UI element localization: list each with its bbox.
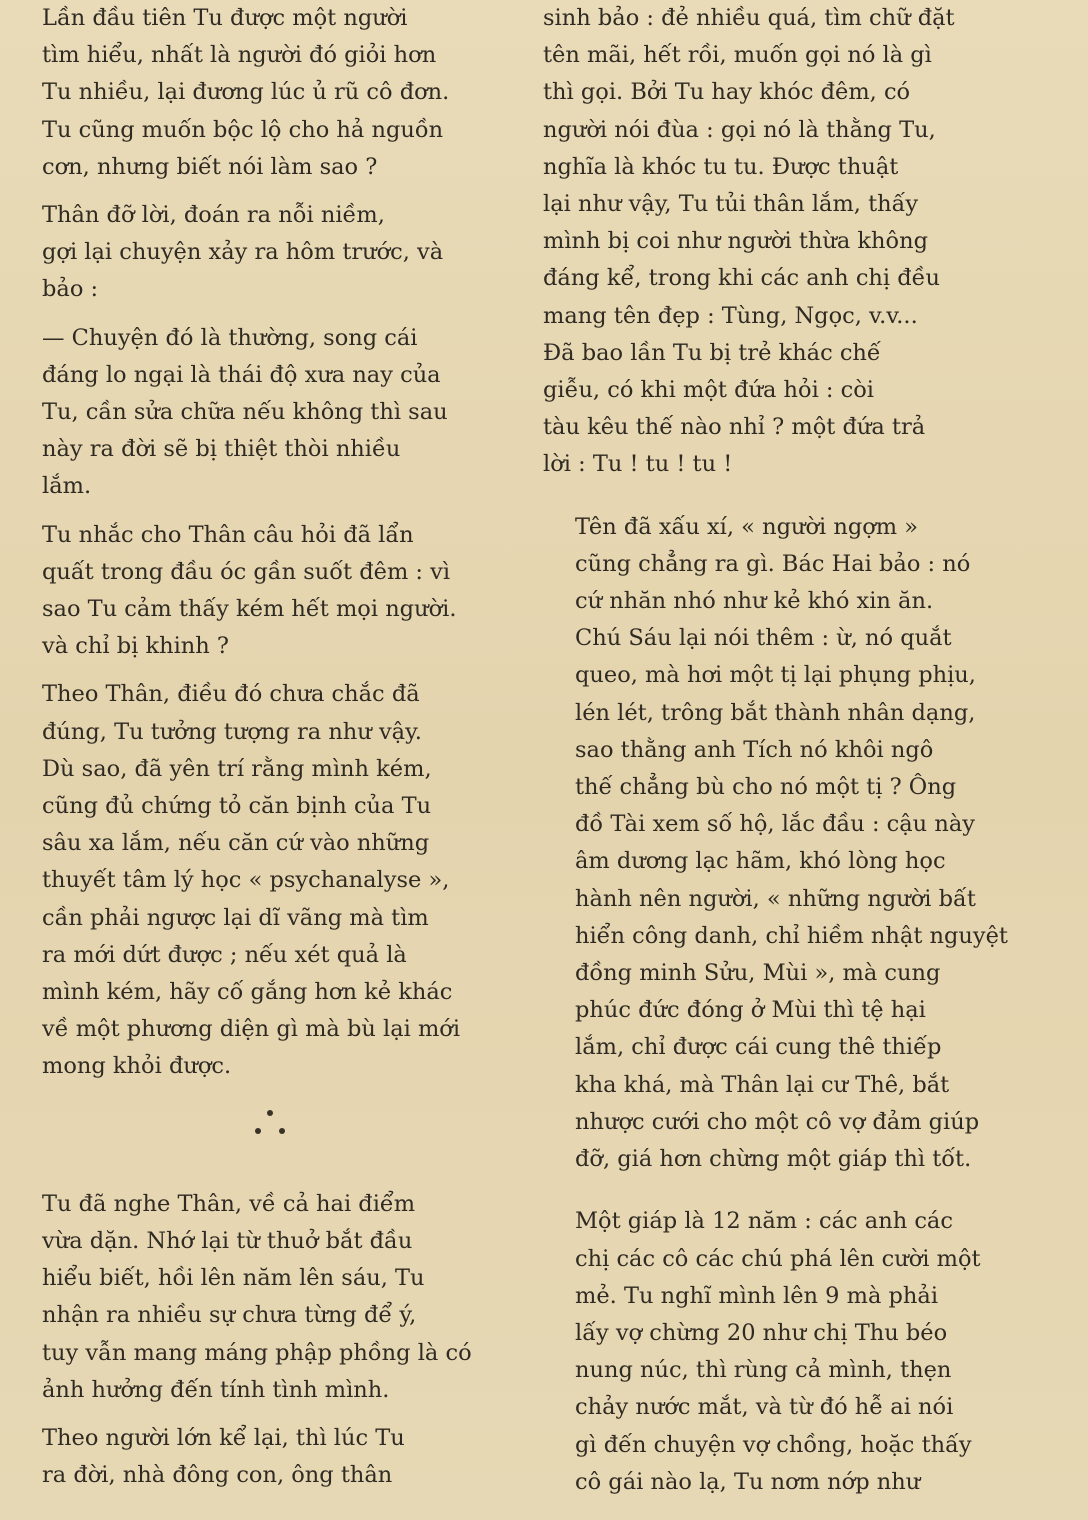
text-line: Theo Thân, điều đó chưa chắc đã	[42, 681, 420, 708]
text-line: quất trong đầu óc gần suốt đêm : vì	[42, 558, 451, 585]
text-line: Một giáp là 12 năm : các anh các	[575, 1208, 953, 1235]
text-line: tên mãi, hết rồi, muốn gọi nó là gì	[543, 42, 932, 69]
text-line: gì đến chuyện vợ chồng, hoặc thấy	[575, 1431, 972, 1458]
text-line: Tu, cần sửa chữa nếu không thì sau	[42, 399, 448, 426]
text-line: — Chuyện đó là thường, song cái	[42, 324, 418, 351]
paragraph	[10, 1420, 508, 1494]
text-line: và chỉ bị khinh ?	[42, 633, 229, 660]
text-line: cũng đủ chứng tỏ căn bịnh của Tu	[42, 793, 432, 820]
text-line: Tu cũng muốn bộc lộ cho hả nguồn	[42, 116, 444, 143]
text-line: mình bị coi như người thừa không	[543, 228, 928, 255]
text-line: về một phương diện gì mà bù lại mới	[42, 1016, 461, 1043]
text-line: chảy nước mắt, và từ đó hễ ai nói	[575, 1394, 954, 1421]
left-text-column	[10, 0, 508, 1494]
text-line: đáng kể, trong khi các anh chị đều	[543, 265, 941, 292]
text-line: vừa dặn. Nhớ lại từ thuở bắt đầu	[42, 1227, 413, 1254]
asterism-dot	[267, 1110, 273, 1116]
text-line: đỡ, giá hơn chừng một giáp thì tốt.	[575, 1146, 972, 1173]
text-line: nghĩa là khóc tu tu. Được thuật	[543, 153, 899, 180]
text-line: queo, mà hơi một tị lại phụng phịu,	[575, 662, 976, 689]
text-line: cũng chẳng ra gì. Bác Hai bảo : nó	[575, 550, 971, 577]
paragraph	[10, 320, 508, 506]
text-line: Theo người lớn kể lại, thì lúc Tu	[42, 1424, 405, 1451]
text-line: ra mới dứt được ; nếu xét quả là	[42, 941, 407, 968]
text-line: Tên đã xấu xí, « người ngợm »	[575, 513, 919, 540]
text-line: đồng minh Sửu, Mùi », mà cung	[575, 960, 941, 987]
text-line: lén lét, trông bắt thành nhân dạng,	[575, 699, 976, 726]
text-line: đáng lo ngại là thái độ xưa nay của	[42, 361, 441, 388]
text-line: thế chẳng bù cho nó một tị ? Ông	[575, 774, 957, 801]
paragraph	[10, 676, 508, 1085]
text-line: hành nên người, « những người bất	[575, 885, 976, 912]
text-line: mình kém, hãy cố gắng hơn kẻ khác	[42, 979, 453, 1006]
text-line: Chú Sáu lại nói thêm : ừ, nó quắt	[575, 625, 952, 652]
text-line: chị các cô các chú phá lên cười một	[575, 1245, 981, 1272]
right-paragraphs	[543, 0, 1045, 1501]
text-line: ra đời, nhà đông con, ông thân	[42, 1462, 393, 1489]
section-break-asterism	[10, 1086, 508, 1186]
text-line: Tu nhiều, lại đương lúc ủ rũ cô đơn.	[42, 79, 450, 106]
asterism-dot	[279, 1128, 285, 1134]
text-line: sinh bảo : đẻ nhiều quá, tìm chữ đặt	[543, 5, 955, 31]
text-line: cô gái nào lạ, Tu nơm nớp như	[575, 1468, 921, 1495]
text-line: đồ Tài xem số hộ, lắc đầu : cậu này	[575, 811, 975, 838]
text-line: nung núc, thì rùng cả mình, thẹn	[575, 1357, 952, 1384]
text-line: hiển công danh, chỉ hiềm nhật nguyệt	[575, 922, 1008, 949]
text-line: lắm, chỉ được cái cung thê thiếp	[575, 1034, 942, 1061]
right-text-column	[543, 0, 1045, 1501]
paragraph	[543, 0, 1045, 484]
text-line: thuyết tâm lý học « psychanalyse »,	[42, 867, 450, 894]
text-line: gợi lại chuyện xảy ra hôm trước, và	[42, 239, 444, 266]
text-line: hiểu biết, hồi lên năm lên sáu, Tu	[42, 1265, 425, 1292]
text-line: lại như vậy, Tu tủi thân lắm, thấy	[543, 191, 919, 218]
text-line: Dù sao, đã yên trí rằng mình kém,	[42, 755, 432, 782]
text-line: ảnh hưởng đến tính tình mình.	[42, 1376, 390, 1403]
text-line: Lần đầu tiên Tu được một người	[42, 5, 408, 31]
text-line: Thân đỡ lời, đoán ra nỗi niềm,	[42, 202, 385, 229]
left-paragraphs	[10, 0, 508, 1086]
text-line: Tu nhắc cho Thân câu hỏi đã lẩn	[42, 521, 414, 548]
text-line: tìm hiểu, nhất là người đó giỏi hơn	[42, 42, 437, 69]
paragraph	[10, 197, 508, 309]
text-line: sao Tu cảm thấy kém hết mọi người.	[42, 596, 457, 623]
text-line: cần phải ngược lại dĩ vãng mà tìm	[42, 904, 429, 931]
text-line: thì gọi. Bởi Tu hay khóc đêm, có	[543, 79, 911, 106]
asterism-dot	[255, 1128, 261, 1134]
text-line: âm dương lạc hãm, khó lòng học	[575, 848, 946, 875]
paragraph	[10, 1186, 508, 1409]
text-line: phúc đức đóng ở Mùi thì tệ hại	[575, 997, 926, 1024]
text-line: bảo :	[42, 276, 99, 303]
text-line: lấy vợ chừng 20 như chị Thu béo	[575, 1319, 948, 1346]
text-line: Tu đã nghe Thân, về cả hai điểm	[42, 1190, 416, 1217]
text-line: mang tên đẹp : Tùng, Ngọc, v.v...	[543, 302, 918, 329]
text-line: người nói đùa : gọi nó là thằng Tu,	[543, 116, 936, 143]
text-line: nhận ra nhiều sự chưa từng để ý,	[42, 1302, 417, 1329]
text-line: Đã bao lần Tu bị trẻ khác chế	[543, 339, 881, 366]
text-line: kha khá, mà Thân lại cư Thê, bắt	[575, 1071, 950, 1098]
text-line: tàu kêu thế nào nhỉ ? một đứa trả	[543, 414, 926, 441]
paragraph	[543, 509, 1045, 1179]
text-line: cứ nhăn nhó như kẻ khó xin ăn.	[575, 588, 934, 615]
paragraph	[543, 1203, 1045, 1501]
text-line: mẻ. Tu nghĩ mình lên 9 mà phải	[575, 1282, 939, 1309]
left-paragraphs-after-break	[10, 1186, 508, 1495]
paragraph	[10, 517, 508, 666]
text-line: giễu, có khi một đứa hỏi : còi	[543, 377, 875, 404]
text-line: nhược cưới cho một cô vợ đảm giúp	[575, 1108, 980, 1135]
text-line: cơn, nhưng biết nói làm sao ?	[42, 153, 378, 180]
text-line: lắm.	[42, 473, 92, 500]
text-line: mong khỏi được.	[42, 1053, 232, 1080]
text-line: tuy vẫn mang máng phập phồng là có	[42, 1339, 472, 1366]
text-line: sâu xa lắm, nếu căn cứ vào những	[42, 830, 430, 857]
text-line: đúng, Tu tưởng tượng ra như vậy.	[42, 718, 422, 745]
paragraph	[10, 0, 508, 186]
text-line: sao thằng anh Tích nó khôi ngô	[575, 736, 934, 763]
text-line: lời : Tu ! tu ! tu !	[543, 451, 733, 478]
text-line: này ra đời sẽ bị thiệt thòi nhiều	[42, 436, 401, 463]
